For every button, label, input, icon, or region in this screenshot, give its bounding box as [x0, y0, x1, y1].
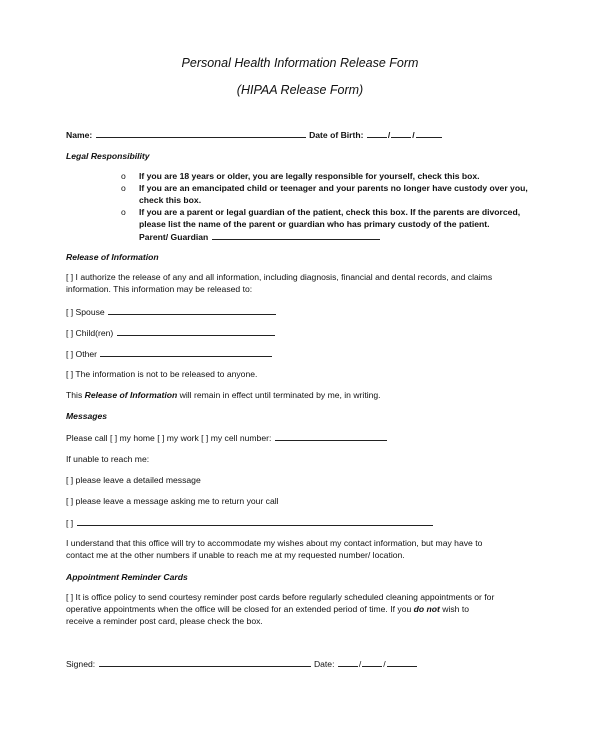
messages-heading: Messages: [66, 411, 108, 421]
not-released-checkbox[interactable]: [ ] The information is not to be released to anyone.: [66, 369, 258, 379]
other-message-field[interactable]: [77, 516, 433, 526]
reminder-text-cont: operative appointments when the office will be closed for an extended period of time. If you do not wish to: [66, 604, 470, 614]
please-call-options[interactable]: Please call [ ] my home [ ] my work [ ] my cell number:: [66, 433, 272, 443]
date-month-field[interactable]: [338, 657, 358, 667]
name-row: [66, 128, 443, 141]
spouse-checkbox[interactable]: [ ] Spouse: [66, 307, 105, 317]
reminder-checkbox[interactable]: [ ] It is office policy to send courtesy reminder post cards before regularly scheduled cleaning appointments or for: [66, 592, 495, 602]
name-field[interactable]: [96, 128, 306, 138]
dob-year-field[interactable]: [416, 128, 442, 138]
slash: /: [358, 659, 362, 669]
children-field[interactable]: [117, 326, 275, 336]
other-checkbox[interactable]: [ ] Other: [66, 349, 98, 359]
detailed-message-checkbox[interactable]: [ ] please leave a detailed message: [66, 475, 201, 485]
legal-item-cont: please list the name of the parent or guardian who has primary custody of the patient.: [139, 219, 490, 229]
release-authorize[interactable]: [ ] I authorize the release of any and all information, including diagnosis, financial and dental records, and claims: [66, 272, 493, 282]
spouse-field[interactable]: [108, 305, 276, 315]
release-effect: This Release of Information will remain in effect until terminated by me, in writing.: [66, 390, 381, 400]
legal-item[interactable]: If you are a parent or legal guardian of the patient, check this box. If the parents are divorced,: [139, 207, 521, 217]
form-subtitle: (HIPAA Release Form): [236, 83, 364, 97]
date-label: Date:: [313, 659, 335, 669]
legal-heading: Legal Responsibility: [66, 151, 150, 161]
legal-item[interactable]: If you are 18 years or older, you are legally responsible for yourself, check this box.: [139, 171, 480, 181]
signed-label: Signed:: [66, 659, 96, 669]
date-year-field[interactable]: [387, 657, 417, 667]
signature-field[interactable]: [99, 657, 311, 667]
other-message-checkbox[interactable]: [ ]: [66, 518, 74, 528]
guardian-field[interactable]: [212, 230, 380, 240]
understand-text: I understand that this office will try to accommodate my wishes about my contact information, but may have to: [66, 538, 483, 548]
reminder-heading: Appointment Reminder Cards: [66, 572, 188, 582]
slash: /: [383, 659, 386, 669]
release-heading: Release of Information: [66, 252, 159, 262]
bullet-icon: o: [121, 171, 126, 181]
form-title: Personal Health Information Release Form: [181, 56, 419, 70]
date-day-field[interactable]: [362, 657, 382, 667]
signature-row: [66, 657, 418, 670]
phone-number-field[interactable]: [275, 431, 387, 441]
legal-item[interactable]: If you are an emancipated child or teenager and your parents no longer have custody over you,: [139, 183, 528, 193]
legal-item-cont: check this box.: [139, 195, 202, 205]
children-checkbox[interactable]: [ ] Child(ren): [66, 328, 114, 338]
understand-text-cont: contact me at the other numbers if unable to reach me at my requested number/ location.: [66, 550, 405, 560]
other-field[interactable]: [100, 347, 272, 357]
dob-month-field[interactable]: [367, 128, 387, 138]
reminder-text-cont: receive a reminder post card, please check the box.: [66, 616, 263, 626]
bullet-icon: o: [121, 207, 126, 217]
slash: /: [412, 130, 415, 140]
if-unable-label: If unable to reach me:: [66, 454, 150, 464]
guardian-label: Parent/ Guardian: [139, 232, 209, 242]
release-authorize-cont: information. This information may be released to:: [66, 284, 253, 294]
slash: /: [387, 130, 391, 140]
return-call-checkbox[interactable]: [ ] please leave a message asking me to return your call: [66, 496, 279, 506]
name-label: Name:: [66, 130, 93, 140]
bullet-icon: o: [121, 183, 126, 193]
dob-day-field[interactable]: [391, 128, 411, 138]
dob-label: Date of Birth:: [309, 130, 364, 140]
